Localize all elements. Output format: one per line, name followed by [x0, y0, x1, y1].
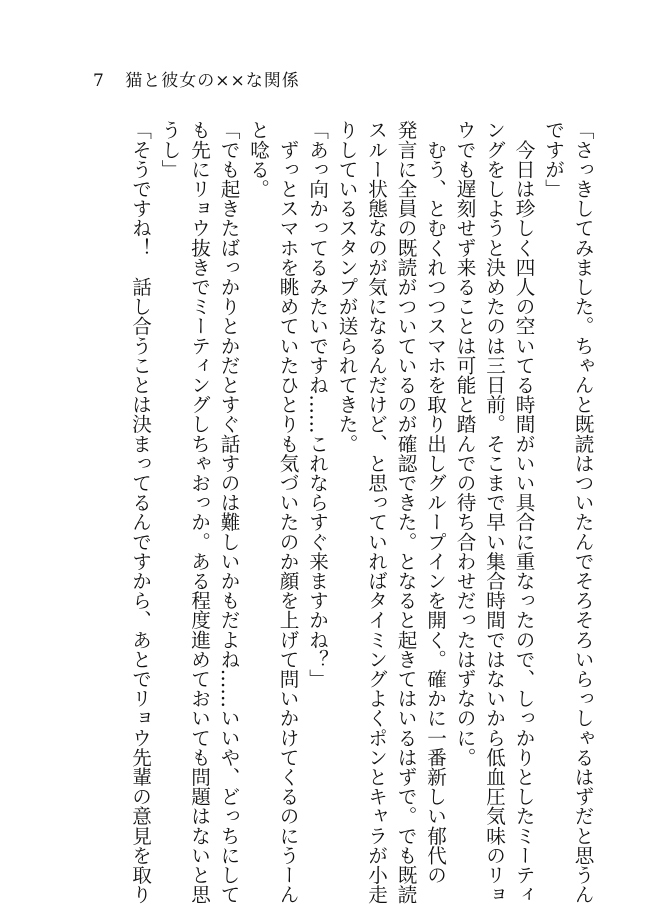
text-line: りしているスタンプが送られてきた。 — [335, 120, 358, 454]
text-line: 「そうですね！ 話し合うことは決まってるんですから、あとでリョウ先輩の意見を取り — [128, 120, 152, 904]
text-line: 「あっ向かってるみたいですね……これならすぐ来ますかね？」 — [305, 120, 329, 689]
text-line: 発言に全員の既読がついているのが確認できた。となると起きてはいるはずで。でも既読 — [394, 120, 417, 904]
text-line: 「でも起きたばっかりとかだとすぐ話すのは難しいかもだよね……いいや、どっちにして — [217, 120, 240, 904]
text-line: ずっとスマホを眺めていたひとりも気づいたのか顔を上げて問いかけてくるのにうーん — [276, 120, 299, 904]
text-line: と唸る。 — [246, 120, 270, 199]
text-line: スルー状態なのが気になるんだけど、と思っていればタイミングよくポンとキャラが小走 — [364, 120, 388, 904]
text-line: 今日は珍しく四人の空いてる時間がいい具合に重なったので、しっかりとしたミーティ — [512, 120, 535, 904]
page-number: 7 — [93, 71, 105, 91]
text-line: むう、とむくれつつスマホを取り出しグループインを開く。確かに一番新しい郁代の — [423, 120, 447, 885]
vertical-body-text — [125, 120, 597, 904]
text-line: ングをしようと決めたのは三日前。そこまで早い集合時間ではないから低血圧気味のリョ — [482, 120, 506, 904]
book-title: 猫と彼女の××な関係 — [125, 71, 300, 91]
text-line: も先にリョウ抜きでミーティングしちゃおっか。ある程度進めておいても問題はないと思 — [187, 120, 211, 904]
text-line: ウでも遅刻せず来ることは可能と踏んでの待ち合わせだったはずなのに。 — [453, 120, 476, 767]
running-header — [93, 66, 300, 91]
text-line: うし」 — [158, 120, 181, 179]
text-line: 「さっきしてみました。ちゃんと既読はついたんでそろそろいらっしゃるはずだと思うん — [571, 120, 594, 904]
text-line: ですが」 — [541, 120, 565, 199]
